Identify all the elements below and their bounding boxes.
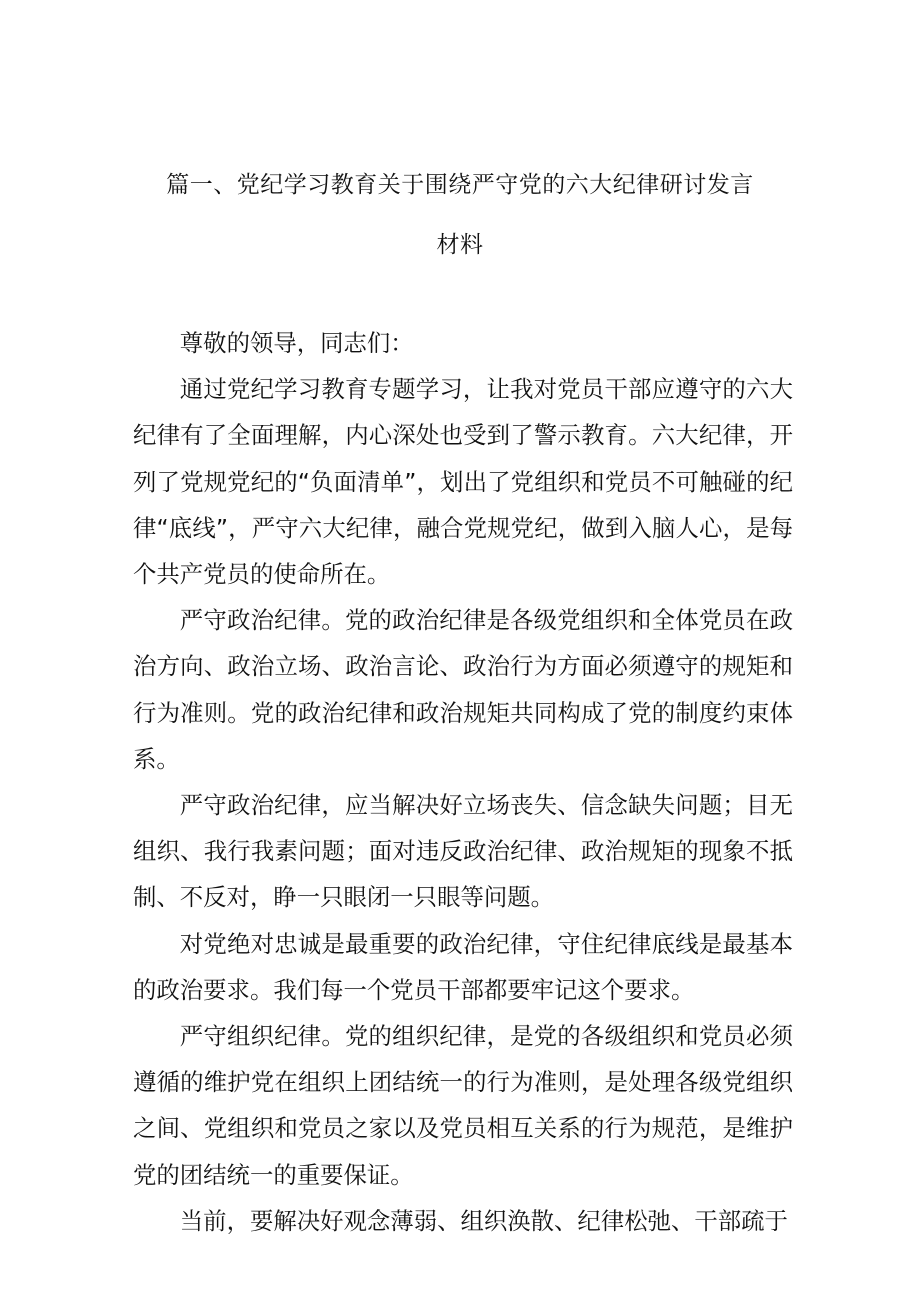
loyalty-paragraph: 对党绝对忠诚是最重要的政治纪律，守住纪律底线是最基本的政治要求。我们每一个党员干部都要牢记这个要求。 [133,929,793,1004]
document-body [133,320,793,1244]
political-discipline-paragraph: 严守政治纪律。党的政治纪律是各级党组织和全体党员在政治方向、政治立场、政治言论、政治行为方面必须遵守的规矩和行为准则。党的政治纪律和政治规矩共同构成了党的制度约束体系。 [133,606,793,773]
document-title-line-2: 材料 [436,232,484,258]
document-title-line-1: 篇一、党纪学习教育关于围绕严守党的六大纪律研讨发言 [166,172,754,198]
current-tasks-paragraph: 当前，要解决好观念薄弱、组织涣散、纪律松弛、干部疏于 [179,1206,788,1235]
political-issues-paragraph: 严守政治纪律，应当解决好立场丧失、信念缺失问题；目无组织、我行我素问题；面对违反政治纪律、政治规矩的现象不抵制、不反对，睁一只眼闭一只眼等问题。 [133,791,793,912]
salutation-paragraph: 尊敬的领导，同志们： [179,329,414,357]
intro-paragraph: 通过党纪学习教育专题学习，让我对党员干部应遵守的六大纪律有了全面理解，内心深处也受到了警示教育。六大纪律，开列了党规党纪的“负面清单”，划出了党组织和党员不可触碰的纪律“底线”，严守六大纪律，融合党规党纪，做到入脑人心，是每个共产党员的使命所在。 [133,375,793,589]
organizational-discipline-paragraph: 严守组织纪律。党的组织纪律，是党的各级组织和党员必须遵循的维护党在组织上团结统一的行为准则，是处理各级党组织之间、党组织和党员之家以及党员相互关系的行为规范，是维护党的团结统一的重要保证。 [133,1022,793,1189]
